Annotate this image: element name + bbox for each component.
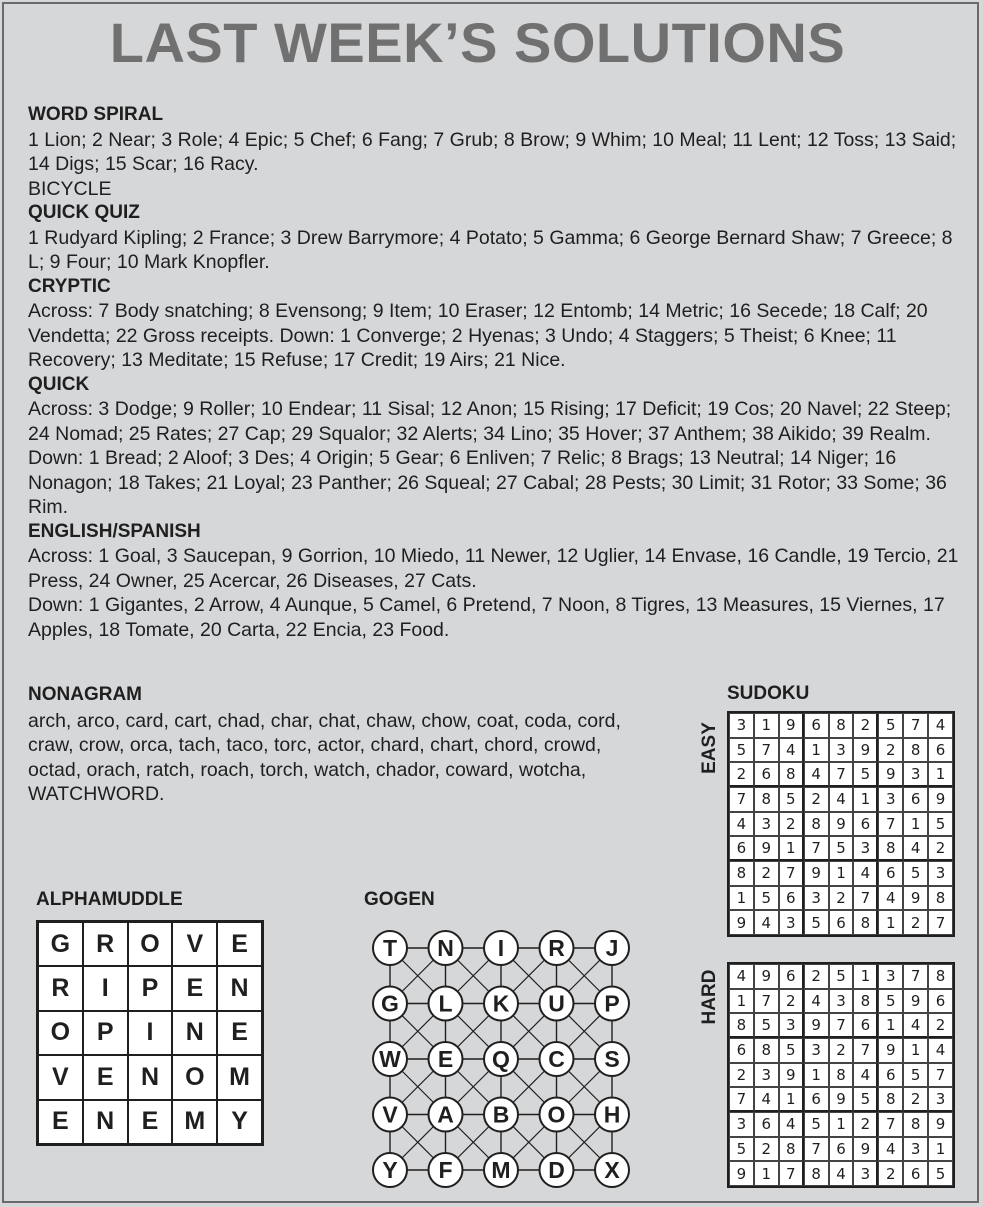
sudoku-cell: 3 <box>754 812 779 837</box>
sudoku-cell: 9 <box>729 1161 754 1186</box>
sudoku-cell: 6 <box>853 1013 878 1038</box>
sudoku-cell: 7 <box>804 836 829 861</box>
sudoku-cell: 2 <box>754 1137 779 1162</box>
alphamuddle-cell: O <box>172 1055 217 1099</box>
sudoku-cell: 6 <box>903 787 928 812</box>
sudoku-cell: 4 <box>853 1063 878 1088</box>
sudoku-heading: SUDOKU <box>727 683 810 704</box>
sudoku-cell: 1 <box>729 989 754 1014</box>
sudoku-cell: 8 <box>853 910 878 935</box>
gogen-letter: W <box>379 1046 401 1072</box>
sudoku-cell: 7 <box>903 964 928 989</box>
sudoku-cell: 9 <box>903 886 928 911</box>
sudoku-cell: 1 <box>928 762 953 787</box>
sudoku-cell: 6 <box>729 1038 754 1063</box>
sudoku-cell: 9 <box>829 1087 854 1112</box>
sudoku-cell: 7 <box>928 910 953 935</box>
sudoku-cell: 1 <box>779 836 804 861</box>
nonagram-answers: arch, arco, card, cart, chad, char, chat, chaw, chow, coat, coda, cord, craw, crow, orca, tach, taco, torc, actor, chard, chart, chord, crowd, octad, orach, ratch, roach, torch, watch, chador, coward, wotcha, WATCHWORD. <box>28 709 621 805</box>
section-answers: Across: 3 Dodge; 9 Roller; 10 Endear; 11 Sisal; 12 Anon; 15 Rising; 17 Deficit; 19 Cos; 20 Navel; 22 Steep; 24 Nomad; 25 Rates; 27 Cap; 29 Squalor; 32 Alerts; 34 Lino; 35 Hover; 37 Anthem; 38 Aikido; 39 Realm. Down: 1 Bread; 2 Aloof; 3 Des; 4 Origin; 5 Gear; 6 Enliven; 7 Relic; 8 Brags; 13 Neutral; 14 Niger; 16 Nonagon; 18 Takes; 21 Loyal; 23 Panther; 26 Squeal; 27 Cabal; 28 Pests; 30 Limit; 31 Rotor; 33 Some; 36 Rim. <box>28 398 952 518</box>
alphamuddle-grid <box>36 920 264 1146</box>
sudoku-cell: 2 <box>853 713 878 738</box>
sudoku-cell: 4 <box>903 1013 928 1038</box>
sudoku-cell: 4 <box>754 910 779 935</box>
alphamuddle-cell: E <box>83 1055 128 1099</box>
sudoku-cell: 9 <box>754 836 779 861</box>
gogen-letter: I <box>497 935 505 961</box>
gogen-letter: T <box>382 935 398 961</box>
sudoku-cell: 6 <box>829 910 854 935</box>
sudoku-cell: 9 <box>729 910 754 935</box>
sudoku-cell: 8 <box>754 787 779 812</box>
sudoku-easy-label: EASY <box>699 722 720 774</box>
sudoku-cell: 9 <box>928 787 953 812</box>
gogen-letter: L <box>438 990 453 1017</box>
sudoku-cell: 6 <box>729 836 754 861</box>
sudoku-cell: 8 <box>804 1161 829 1186</box>
sudoku-cell: 5 <box>928 1161 953 1186</box>
sudoku-cell: 4 <box>804 989 829 1014</box>
sudoku-cell: 5 <box>729 1137 754 1162</box>
sudoku-cell: 7 <box>729 1087 754 1112</box>
sudoku-cell: 2 <box>928 836 953 861</box>
section-answers: Down: 1 Gigantes, 2 Arrow, 4 Aunque, 5 Camel, 6 Pretend, 7 Noon, 8 Tigres, 13 Measures, 15 Viernes, 17 Apples, 18 Tomate, 20 Carta, 22 Encia, 23 Food. <box>28 594 945 641</box>
sudoku-cell: 7 <box>853 886 878 911</box>
sudoku-cell: 9 <box>779 1063 804 1088</box>
sudoku-cell: 4 <box>754 1087 779 1112</box>
sudoku-cell: 6 <box>829 1137 854 1162</box>
sudoku-cell: 8 <box>878 836 903 861</box>
nonagram-section <box>28 683 648 807</box>
gogen-letter: B <box>492 1101 510 1128</box>
gogen-letter: O <box>547 1101 566 1128</box>
sudoku-cell: 2 <box>878 738 903 763</box>
sudoku-cell: 4 <box>729 812 754 837</box>
sudoku-cell: 1 <box>829 1112 854 1137</box>
sudoku-cell: 7 <box>729 787 754 812</box>
sudoku-cell: 1 <box>804 1063 829 1088</box>
sudoku-cell: 9 <box>903 989 928 1014</box>
alphamuddle-cell: P <box>83 1011 128 1055</box>
sudoku-cell: 4 <box>928 713 953 738</box>
sudoku-cell: 1 <box>754 1161 779 1186</box>
alphamuddle-cell: O <box>38 1011 83 1055</box>
alphamuddle-cell: E <box>128 1100 173 1144</box>
sudoku-cell: 2 <box>779 989 804 1014</box>
sudoku-cell: 3 <box>829 738 854 763</box>
section-answers: Across: 7 Body snatching; 8 Evensong; 9 Item; 10 Eraser; 12 Entomb; 14 Metric; 16 Secede; 18 Calf; 20 Vendetta; 22 Gross receipts. Down: 1 Converge; 2 Hyenas; 3 Undo; 4 Staggers; 5 Theist; 6 Knee; 11 Recovery; 13 Meditate; 15 Refuse; 17 Credit; 19 Airs; 21 Nice. <box>28 300 928 371</box>
alphamuddle-cell: O <box>128 922 173 966</box>
sudoku-cell: 6 <box>928 989 953 1014</box>
gogen-letter: U <box>548 990 565 1017</box>
sudoku-cell: 1 <box>829 861 854 886</box>
section-heading: ENGLISH/SPANISH <box>28 520 201 542</box>
sudoku-cell: 4 <box>779 1112 804 1137</box>
gogen-heading: GOGEN <box>364 889 435 910</box>
gogen-letter: Q <box>492 1046 510 1072</box>
sudoku-cell: 5 <box>829 836 854 861</box>
sudoku-cell: 9 <box>878 1038 903 1063</box>
sudoku-cell: 5 <box>779 787 804 812</box>
sudoku-cell: 7 <box>853 1038 878 1063</box>
sudoku-cell: 3 <box>779 1013 804 1038</box>
alphamuddle-cell: N <box>83 1100 128 1144</box>
sudoku-cell: 3 <box>878 787 903 812</box>
sudoku-cell: 8 <box>903 1112 928 1137</box>
sudoku-cell: 5 <box>853 762 878 787</box>
sudoku-cell: 2 <box>928 1013 953 1038</box>
sudoku-cell: 4 <box>829 1161 854 1186</box>
section-answers: Across: 1 Goal, 3 Saucepan, 9 Gorrion, 10 Miedo, 11 Newer, 12 Uglier, 14 Envase, 16 Candle, 19 Tercio, 21 Press, 24 Owner, 25 Acercar, 26 Diseases, 27 Cats. <box>28 545 959 592</box>
sudoku-cell: 7 <box>829 762 854 787</box>
alphamuddle-cell: R <box>83 922 128 966</box>
section-answers: 1 Rudyard Kipling; 2 France; 3 Drew Barrymore; 4 Potato; 5 Gamma; 6 George Bernard Shaw; 7 Greece; 8 L; 9 Four; 10 Mark Knopfler. <box>28 226 953 273</box>
sudoku-cell: 8 <box>928 964 953 989</box>
sudoku-cell: 5 <box>754 886 779 911</box>
sudoku-cell: 1 <box>853 787 878 812</box>
sudoku-cell: 4 <box>853 861 878 886</box>
sudoku-cell: 7 <box>779 861 804 886</box>
gogen-letter: C <box>548 1046 565 1072</box>
sudoku-cell: 4 <box>878 1137 903 1162</box>
sudoku-cell: 8 <box>729 861 754 886</box>
alphamuddle-cell: E <box>217 922 262 966</box>
page-title: LAST WEEK’S SOLUTIONS <box>109 11 846 74</box>
sudoku-cell: 2 <box>729 1063 754 1088</box>
gogen-letter: E <box>437 1046 454 1072</box>
sudoku-cell: 3 <box>853 836 878 861</box>
sudoku-cell: 7 <box>903 713 928 738</box>
sudoku-cell: 4 <box>878 886 903 911</box>
alphamuddle-heading: ALPHAMUDDLE <box>36 889 183 910</box>
alphamuddle-cell: P <box>128 966 173 1010</box>
gogen-letter: F <box>438 1157 453 1183</box>
sudoku-cell: 7 <box>878 812 903 837</box>
sudoku-cell: 5 <box>804 910 829 935</box>
sudoku-cell: 1 <box>878 910 903 935</box>
sudoku-cell: 5 <box>804 1112 829 1137</box>
sudoku-cell: 1 <box>779 1087 804 1112</box>
sudoku-cell: 3 <box>928 861 953 886</box>
sudoku-cell: 6 <box>903 1161 928 1186</box>
gogen-letter: P <box>604 990 620 1017</box>
sudoku-cell: 2 <box>804 787 829 812</box>
sudoku-cell: 1 <box>878 1013 903 1038</box>
sudoku-cell: 6 <box>878 1063 903 1088</box>
gogen-letter: G <box>381 990 399 1017</box>
sudoku-cell: 3 <box>804 1038 829 1063</box>
sudoku-cell: 2 <box>779 812 804 837</box>
sudoku-cell: 3 <box>829 989 854 1014</box>
sudoku-cell: 3 <box>903 1137 928 1162</box>
sudoku-cell: 6 <box>878 861 903 886</box>
sudoku-cell: 8 <box>903 738 928 763</box>
sudoku-cell: 8 <box>729 1013 754 1038</box>
section-answers: 1 Lion; 2 Near; 3 Role; 4 Epic; 5 Chef; 6 Fang; 7 Grub; 8 Brow; 9 Whim; 10 Meal; 11 Lent; 12 Toss; 13 Said; 14 Digs; 15 Scar; 16 Racy. <box>28 128 957 175</box>
sudoku-cell: 5 <box>928 812 953 837</box>
sudoku-cell: 1 <box>853 964 878 989</box>
sudoku-cell: 7 <box>928 1063 953 1088</box>
gogen-letter: A <box>437 1101 454 1128</box>
alphamuddle-cell: N <box>217 966 262 1010</box>
sudoku-cell: 5 <box>779 1038 804 1063</box>
solutions-text <box>28 103 963 642</box>
sudoku-cell: 6 <box>779 886 804 911</box>
sudoku-cell: 2 <box>903 910 928 935</box>
alphamuddle-cell: Y <box>217 1100 262 1144</box>
alphamuddle-cell: N <box>128 1055 173 1099</box>
alphamuddle-cell: I <box>128 1011 173 1055</box>
sudoku-cell: 2 <box>804 964 829 989</box>
sudoku-cell: 6 <box>928 738 953 763</box>
gogen-letter: K <box>492 990 510 1017</box>
sudoku-cell: 9 <box>829 812 854 837</box>
sudoku-cell: 4 <box>829 787 854 812</box>
alphamuddle-cell: G <box>38 922 83 966</box>
sudoku-cell: 4 <box>903 836 928 861</box>
sudoku-cell: 6 <box>804 713 829 738</box>
sudoku-cell: 4 <box>779 738 804 763</box>
sudoku-cell: 3 <box>729 713 754 738</box>
gogen-letter: Y <box>382 1157 398 1183</box>
sudoku-cell: 5 <box>829 964 854 989</box>
sudoku-cell: 2 <box>903 1087 928 1112</box>
sudoku-cell: 3 <box>779 910 804 935</box>
sudoku-cell: 9 <box>754 964 779 989</box>
alphamuddle-cell: M <box>217 1055 262 1099</box>
sudoku-cell: 9 <box>779 713 804 738</box>
sudoku-cell: 7 <box>779 1161 804 1186</box>
section-heading: QUICK QUIZ <box>28 202 140 223</box>
sudoku-cell: 7 <box>754 989 779 1014</box>
section-heading: CRYPTIC <box>28 275 111 297</box>
gogen-letter: V <box>382 1101 398 1128</box>
sudoku-easy-grid <box>727 711 955 937</box>
alphamuddle-cell: M <box>172 1100 217 1144</box>
sudoku-cell: 2 <box>729 762 754 787</box>
sudoku-cell: 6 <box>804 1087 829 1112</box>
sudoku-cell: 4 <box>729 964 754 989</box>
sudoku-cell: 6 <box>779 964 804 989</box>
gogen-letter: X <box>604 1157 620 1183</box>
sudoku-cell: 9 <box>853 738 878 763</box>
sudoku-cell: 5 <box>903 861 928 886</box>
sudoku-cell: 7 <box>829 1013 854 1038</box>
sudoku-cell: 7 <box>754 738 779 763</box>
sudoku-cell: 3 <box>729 1112 754 1137</box>
sudoku-hard-label: HARD <box>699 969 720 1025</box>
sudoku-cell: 2 <box>853 1112 878 1137</box>
sudoku-cell: 3 <box>928 1087 953 1112</box>
gogen-letter: R <box>548 935 565 961</box>
sudoku-cell: 7 <box>878 1112 903 1137</box>
nonagram-heading: NONAGRAM <box>28 684 142 705</box>
sudoku-cell: 9 <box>804 861 829 886</box>
section-answers: BICYCLE <box>28 177 112 200</box>
sudoku-hard-grid <box>727 962 955 1188</box>
gogen-letter: M <box>491 1157 511 1183</box>
sudoku-cell: 6 <box>754 762 779 787</box>
sudoku-cell: 8 <box>829 1063 854 1088</box>
alphamuddle-cell: I <box>83 966 128 1010</box>
sudoku-cell: 1 <box>754 713 779 738</box>
sudoku-cell: 3 <box>853 1161 878 1186</box>
sudoku-cell: 1 <box>903 812 928 837</box>
gogen-grid <box>364 922 636 1194</box>
alphamuddle-cell: E <box>172 966 217 1010</box>
sudoku-cell: 8 <box>804 812 829 837</box>
sudoku-cell: 3 <box>754 1063 779 1088</box>
sudoku-cell: 2 <box>754 861 779 886</box>
sudoku-cell: 4 <box>804 762 829 787</box>
sudoku-cell: 1 <box>928 1137 953 1162</box>
sudoku-cell: 2 <box>829 886 854 911</box>
sudoku-cell: 1 <box>903 1038 928 1063</box>
alphamuddle-cell: E <box>38 1100 83 1144</box>
sudoku-cell: 7 <box>804 1137 829 1162</box>
gogen-letter: N <box>437 935 454 961</box>
sudoku-cell: 9 <box>928 1112 953 1137</box>
sudoku-cell: 2 <box>878 1161 903 1186</box>
sudoku-cell: 5 <box>903 1063 928 1088</box>
alphamuddle-cell: V <box>38 1055 83 1099</box>
sudoku-cell: 6 <box>853 812 878 837</box>
sudoku-cell: 9 <box>878 762 903 787</box>
sudoku-cell: 9 <box>853 1137 878 1162</box>
sudoku-cell: 8 <box>878 1087 903 1112</box>
sudoku-cell: 4 <box>928 1038 953 1063</box>
sudoku-cell: 3 <box>903 762 928 787</box>
alphamuddle-cell: V <box>172 922 217 966</box>
section-heading: QUICK <box>28 373 90 395</box>
sudoku-cell: 9 <box>804 1013 829 1038</box>
sudoku-cell: 3 <box>804 886 829 911</box>
sudoku-cell: 6 <box>754 1112 779 1137</box>
sudoku-cell: 8 <box>853 989 878 1014</box>
sudoku-cell: 3 <box>878 964 903 989</box>
sudoku-cell: 5 <box>878 989 903 1014</box>
gogen-letter: J <box>605 935 619 961</box>
sudoku-cell: 8 <box>829 713 854 738</box>
sudoku-cell: 8 <box>779 762 804 787</box>
sudoku-cell: 5 <box>729 738 754 763</box>
sudoku-cell: 8 <box>779 1137 804 1162</box>
sudoku-cell: 5 <box>878 713 903 738</box>
gogen-letter: D <box>548 1157 565 1183</box>
sudoku-cell: 8 <box>754 1038 779 1063</box>
gogen-letter: S <box>604 1046 620 1072</box>
alphamuddle-cell: N <box>172 1011 217 1055</box>
sudoku-cell: 8 <box>928 886 953 911</box>
alphamuddle-cell: E <box>217 1011 262 1055</box>
sudoku-cell: 2 <box>829 1038 854 1063</box>
sudoku-cell: 5 <box>754 1013 779 1038</box>
gogen-letter: H <box>603 1101 621 1128</box>
alphamuddle-cell: R <box>38 966 83 1010</box>
sudoku-cell: 1 <box>729 886 754 911</box>
section-heading: WORD SPIRAL <box>28 104 164 125</box>
sudoku-cell: 5 <box>853 1087 878 1112</box>
sudoku-cell: 1 <box>804 738 829 763</box>
